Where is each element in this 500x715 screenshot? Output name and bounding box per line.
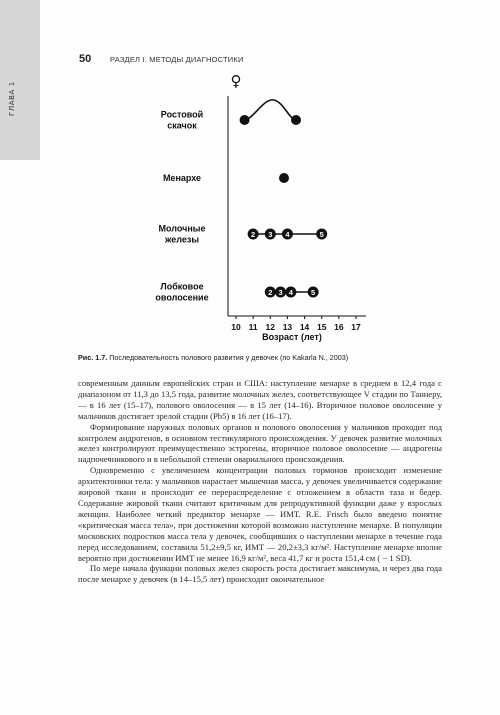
x-tick-label: 12: [265, 322, 276, 332]
row-label: железы: [164, 234, 200, 245]
stage-label: 5: [319, 230, 324, 239]
chapter-label: ГЛАВА 1: [8, 81, 16, 116]
x-tick-label: 17: [351, 322, 361, 332]
row-label: Лобковое: [160, 281, 204, 292]
figure-caption: [78, 353, 478, 362]
caption-label: Рис. 1.7.: [78, 353, 108, 362]
growth-spurt-point: [291, 115, 301, 125]
row-label: скачок: [167, 120, 197, 131]
female-symbol-icon: ♀: [230, 72, 242, 90]
x-tick-label: 10: [231, 322, 241, 332]
x-tick-label: 11: [248, 322, 258, 332]
row-label: Ростовой: [160, 109, 204, 120]
running-head: РАЗДЕЛ I. МЕТОДЫ ДИАГНОСТИКИ: [110, 55, 244, 64]
x-tick-label: 15: [316, 322, 327, 332]
body-text: [78, 378, 442, 585]
body-paragraph: Формирование наружных половых органов и полового оволосения у мальчиков проходит под контролем андрогенов, в основном тестикулярного происхождения. У девочек развитие молочных желез контролируют преимущественно эстрогены, вторичное половое оволосение — андрогены надпочечникового и в небольшой степени овариального происхождения.: [78, 421, 442, 465]
page-number: 50: [79, 53, 92, 65]
puberty-sequence-chart: [0, 0, 500, 350]
growth-spurt-curve: [245, 100, 296, 120]
x-tick-label: 13: [282, 322, 293, 332]
x-tick-label: 14: [299, 322, 310, 332]
stage-label: 3: [278, 288, 283, 297]
body-paragraph: современным данным европейских стран и США: наступление менархе в среднем в 12,4 года с диапазоном от 11,3 до 13,5 года, развитие молочных желез, соответствующее V стадии по Таннеру, — в 16 лет (15–17), полового оволосения — в 15 лет (14–16). Вторичное половое оволосение у мальчиков достигает зрелой стадии (Pb5) в 16 лет (16–17).: [78, 378, 442, 421]
body-paragraph: По мере начала функции половых желез скорость роста достигает максимума, и через два года после менархе у девочек (в 14–15,5 лет) происходит окончательное: [78, 563, 442, 585]
stage-label: 2: [251, 230, 256, 239]
menarche-point: [279, 173, 289, 183]
stage-label: 4: [288, 288, 293, 297]
growth-spurt-point: [240, 115, 250, 125]
row-label: Молочные: [158, 223, 206, 234]
stage-label: 3: [268, 230, 273, 239]
stage-label: 5: [311, 288, 316, 297]
row-label: Менархе: [162, 173, 202, 183]
stage-label: 4: [285, 230, 290, 239]
body-paragraph: Одновременно с увеличением концентрации половых гормонов происходит изменение архитектоники тела: у мальчиков нарастает мышечная масса, у девочек увеличивается содержание жировой ткани и происходит ее перераспределение с отложением в области таза и бедер. Содержание жировой ткани считают критичным для репродуктивной функции даже у взрослых женщин. Наиболее четкий предиктор менархе — ИМТ. R.E. Frisch было введено понятие «критическая масса тела», при достижении которой возможно наступление менархе. В популяции московских подростков масса тела у девочек, сообщивших о наступлении менархе в течение года перед исследованием, составила 51,2±9,5 кг, ИМТ — 20,2±3,3 кг/м². Наступление менархе вполне вероятно при достижении ИМТ не менее 16,9 кг/м², веса 41,7 кг и роста 151,4 см ( − 1 SD).: [78, 465, 442, 563]
x-axis-title: Возраст (лет): [262, 332, 322, 342]
row-label: оволосение: [155, 292, 209, 303]
caption-text: Последовательность полового развития у девочек (по Kakarla N., 2003): [109, 353, 349, 362]
x-tick-label: 16: [334, 322, 344, 332]
stage-label: 2: [268, 288, 273, 297]
